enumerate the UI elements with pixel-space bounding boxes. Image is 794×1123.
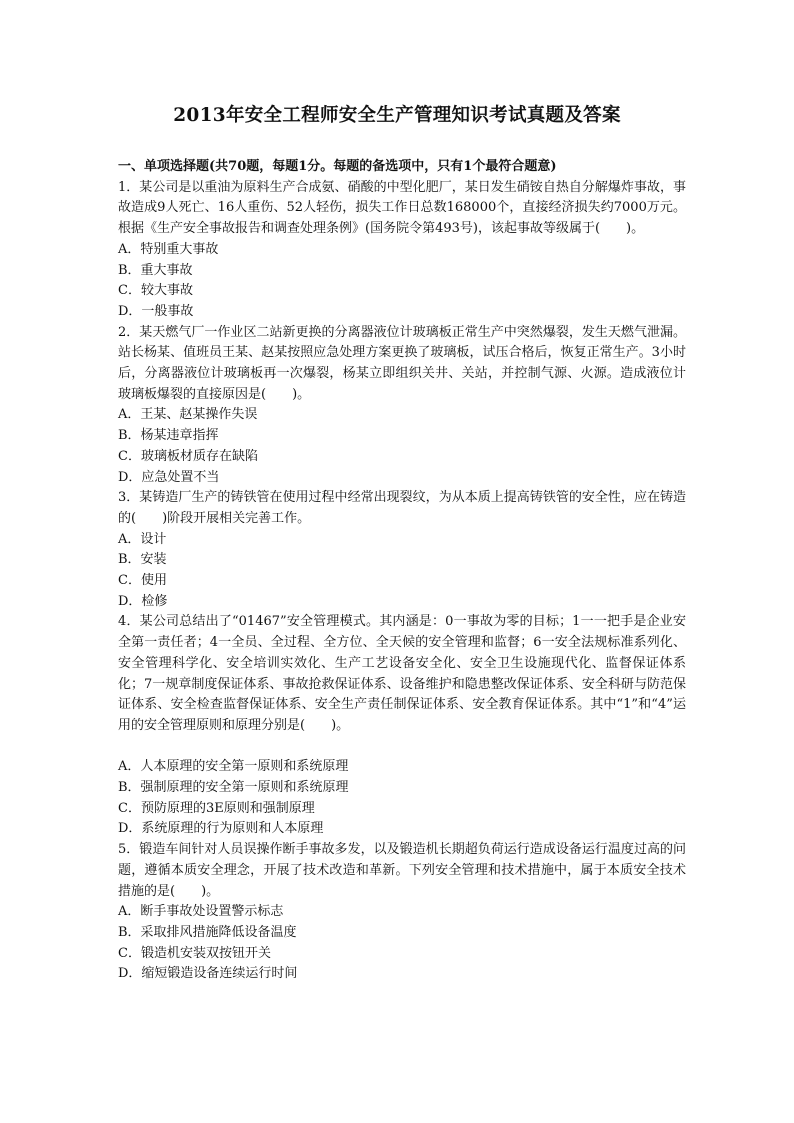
option-d: D．应急处置不当 [118, 469, 220, 485]
option-d: D．一般事故 [118, 303, 194, 319]
question-stem: 4．某公司总结出了“01467”安全管理模式。其内涵是：0一事故为零的目标；1一一把手是企业安全第一责任者；4一全员、全过程、全方位、全天候的安全管理和监督；6一安全法规标准系列化、安全管理科学化、安全培训实效化、生产工艺设备安全化、安全卫生设施现代化、监督保证体系化；7一规章制度保证体系、事故抢救保证体系、设备维护和隐患整改保证体系、安全科研与防范保证体系、安全检查监督保证体系、安全生产责任制保证体系、安全教育保证体系。其中“1”和“4”运用的安全管理原则和原理分别是( )。 [118, 614, 686, 733]
option-a: A．人本原理的安全第一原则和系统原理 [118, 759, 349, 775]
option-c: C．较大事故 [118, 283, 193, 299]
option-b: B．杨某违章指挥 [118, 428, 219, 444]
option-d: D．缩短锻造设备连续运行时间 [118, 966, 298, 982]
question-stem: 2．某天燃气厂一作业区二站新更换的分离器液位计玻璃板正常生产中突然爆裂，发生天燃气泄漏。站长杨某、值班员王某、赵某按照应急处理方案更换了玻璃板，试压合格后，恢复正常生产。3小时后，分离器液位计玻璃板再一次爆裂，杨某立即组织关井、关站，并控制气源、火源。造成液位计玻璃板爆裂的直接原因是( )。 [118, 324, 686, 402]
question-4 [118, 612, 686, 840]
question-5 [118, 840, 686, 985]
option-b: B．安装 [118, 552, 167, 568]
question-2 [118, 323, 686, 489]
question-stem: 1．某公司是以重油为原料生产合成氨、硝酸的中型化肥厂，某日发生硝铵自热自分解爆炸事故，事故造成9人死亡、16人重伤、52人轻伤，损失工作日总数168000个，直接经济损失约7000万元。根据《生产安全事故报告和调查处理条例》(国务院令第493号)，该起事故等级属于( )。 [118, 179, 686, 237]
question-3 [118, 488, 686, 612]
option-d: D．检修 [118, 593, 168, 609]
blank-line [118, 737, 686, 758]
option-a: A．王某、赵某操作失误 [118, 407, 258, 423]
option-a: A．断手事故处设置警示标志 [118, 904, 284, 920]
option-c: C．玻璃板材质存在缺陷 [118, 448, 258, 464]
option-a: A．特别重大事故 [118, 241, 219, 257]
section-heading: 一、单项选择题(共70题，每题1分。每题的备选项中，只有1个最符合题意) [118, 159, 557, 174]
option-c: C．锻造机安装双按钮开关 [118, 945, 271, 961]
question-stem: 5．锻造车间针对人员误操作断手事故多发，以及锻造机长期超负荷运行造成设备运行温度过高的问题，遵循本质安全理念，开展了技术改造和革新。下列安全管理和技术措施中，属于本质安全技术措施的是( )。 [118, 842, 686, 899]
option-b: B．采取排风措施降低设备温度 [118, 925, 297, 940]
option-a: A．设计 [118, 531, 167, 547]
option-b: B．重大事故 [118, 262, 193, 278]
question-1 [118, 178, 686, 323]
document-body [118, 157, 686, 985]
option-c: C．使用 [118, 573, 167, 589]
option-d: D．系统原理的行为原则和人本原理 [118, 821, 324, 837]
question-stem: 3．某铸造厂生产的铸铁管在使用过程中经常出现裂纹，为从本质上提高铸铁管的安全性，应在铸造的( )阶段开展相关完善工作。 [118, 490, 686, 526]
option-b: B．强制原理的安全第一原则和系统原理 [118, 780, 349, 796]
document-title: 2013年安全工程师安全生产管理知识考试真题及答案 [173, 105, 621, 126]
option-c: C．预防原理的3E原则和强制原理 [118, 800, 315, 816]
